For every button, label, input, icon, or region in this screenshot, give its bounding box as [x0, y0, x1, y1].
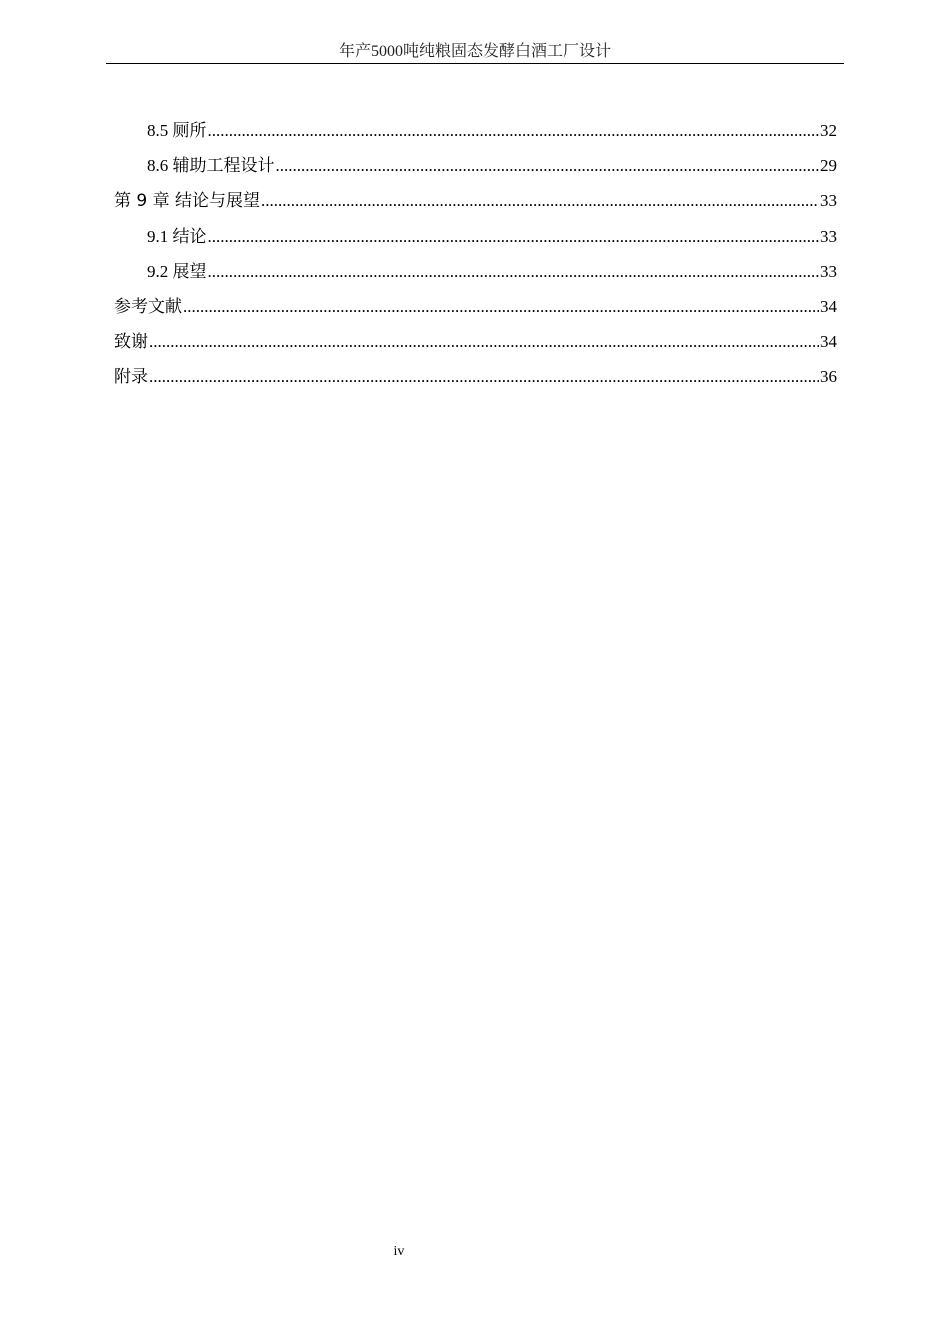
toc-entry-page: 29 [820, 156, 837, 176]
toc-entry-page: 33 [820, 191, 837, 211]
toc-entry-page: 33 [820, 226, 837, 246]
toc-entry-page: 34 [820, 296, 837, 316]
toc-dot-leader [208, 119, 820, 143]
toc-entry-label: 9.1 结论 [147, 226, 207, 246]
toc-entry[interactable] [114, 225, 837, 260]
toc-entry-label: 附录 [114, 367, 148, 388]
toc-dot-leader [149, 365, 819, 389]
toc-entry-label: 8.5 厕所 [147, 121, 207, 140]
toc-entry-page: 33 [820, 261, 837, 281]
toc-entry-label: 致谢 [114, 332, 148, 353]
header-rule [106, 63, 844, 64]
toc-entry[interactable] [114, 189, 837, 224]
toc-entry-label: 8.6 辅助工程设计 [147, 156, 275, 176]
toc-entry-label: 参考文献 [114, 296, 182, 317]
toc-entry[interactable] [114, 119, 837, 154]
toc-dot-leader [149, 330, 819, 354]
table-of-contents [114, 119, 837, 401]
toc-dot-leader [276, 154, 820, 178]
toc-entry-page: 36 [820, 367, 837, 387]
toc-entry-label: 9.2 展望 [147, 261, 207, 281]
toc-entry[interactable] [114, 295, 837, 330]
toc-dot-leader [208, 260, 820, 284]
toc-entry-label: 第 9 章 结论与展望 [114, 191, 261, 212]
toc-entry-page: 32 [820, 121, 837, 140]
toc-entry[interactable] [114, 260, 837, 295]
toc-dot-leader [208, 225, 820, 249]
toc-entry[interactable] [114, 365, 837, 400]
toc-dot-leader [261, 189, 819, 213]
toc-dot-leader [183, 295, 819, 319]
toc-entry[interactable] [114, 154, 837, 189]
page-number: iv [393, 1244, 405, 1259]
toc-entry[interactable] [114, 330, 837, 365]
toc-entry-page: 34 [820, 332, 837, 352]
running-header-title: 年产5000吨纯粮固态发酵白酒工厂设计 [338, 43, 611, 60]
